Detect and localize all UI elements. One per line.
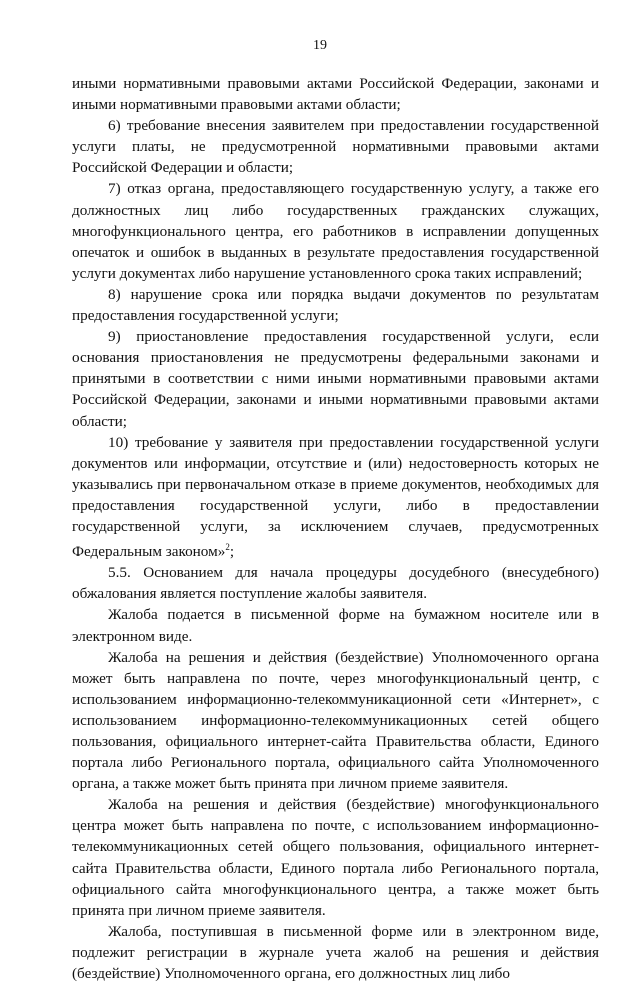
paragraph-item-8: 8) нарушение срока или порядка выдачи документов по результатам предоставления государственной услуги; [72, 285, 599, 325]
page-number: 19 [313, 38, 327, 53]
paragraph-item-9: 9) приостановление предоставления государственной услуги, если основания приостановления не предусмотрены федеральными законами и принятыми в соответствии с ними иными нормативными правовыми актами Российской Федерации, законами и иными нормативными правовыми актами области; [72, 328, 599, 430]
paragraph-complaint-authority: Жалоба на решения и действия (бездействие) Уполномоченного органа может быть направлена по почте, через многофункциональный центр, с использованием информационно-телекоммуникационной сети «Интернет», с использованием информационно-телекоммуникационных сетей общего пользования, официального интернет-сайта Правительства области, Единого портала либо Регионального портала, официального сайта Уполномоченного органа, а также может быть принята при личном приеме заявителя. [72, 648, 599, 793]
paragraph-item-10-tail: ; [229, 543, 235, 561]
paragraph-continuation: иными нормативными правовыми актами Российской Федерации, законами и иными нормативными правовыми актами области; [72, 75, 599, 114]
paragraph-item-6: 6) требование внесения заявителем при предоставлении государственной услуги платы, не предусмотренной нормативными правовыми актами Российской Федерации и области; [72, 117, 599, 177]
paragraph-complaint-registration: Жалоба, поступившая в письменной форме или в электронном виде, подлежит регистрации в журнале учета жалоб на решения и действия (бездействие) Уполномоченного органа, его должностных лиц либо [72, 922, 599, 982]
paragraph-item-7: 7) отказ органа, предоставляющего государственную услугу, а также его должностных лиц либо государственных гражданских служащих, многофункционального центра, его работников в исправлении допущенных опечаток и ошибок в выданных в результате предоставления государственной услуги документах либо нарушение установленного срока таких исправлений; [72, 180, 599, 282]
page-body [72, 73, 599, 984]
paragraph-item-10-text: 10) требование у заявителя при предоставлении государственной услуги документов или информации, отсутствие и (или) недостоверность которых не указывались при первоначальном отказе в приеме документов, необходимых для предоставления государственной услуги, либо в предоставлении государственной услуги, за исключением случаев, предусмотренных Федеральным законом» [72, 433, 599, 561]
paragraph-item-10 [72, 432, 599, 563]
paragraph-complaint-mfc: Жалоба на решения и действия (бездействие) многофункционального центра может быть направлена по почте, с использованием информационно-телекоммуникационных сетей общего пользования, официального интернет-сайта Правительства области, Единого портала либо Регионального портала, официального сайта многофункционального центра, а также может быть принята при личном приеме заявителя. [72, 796, 599, 919]
paragraph-complaint-form: Жалоба подается в письменной форме на бумажном носителе или в электронном виде. [72, 606, 599, 645]
paragraph-5-5: 5.5. Основанием для начала процедуры досудебного (внесудебного) обжалования является поступление жалобы заявителя. [72, 564, 599, 603]
footnote-reference: 2 [225, 542, 230, 553]
